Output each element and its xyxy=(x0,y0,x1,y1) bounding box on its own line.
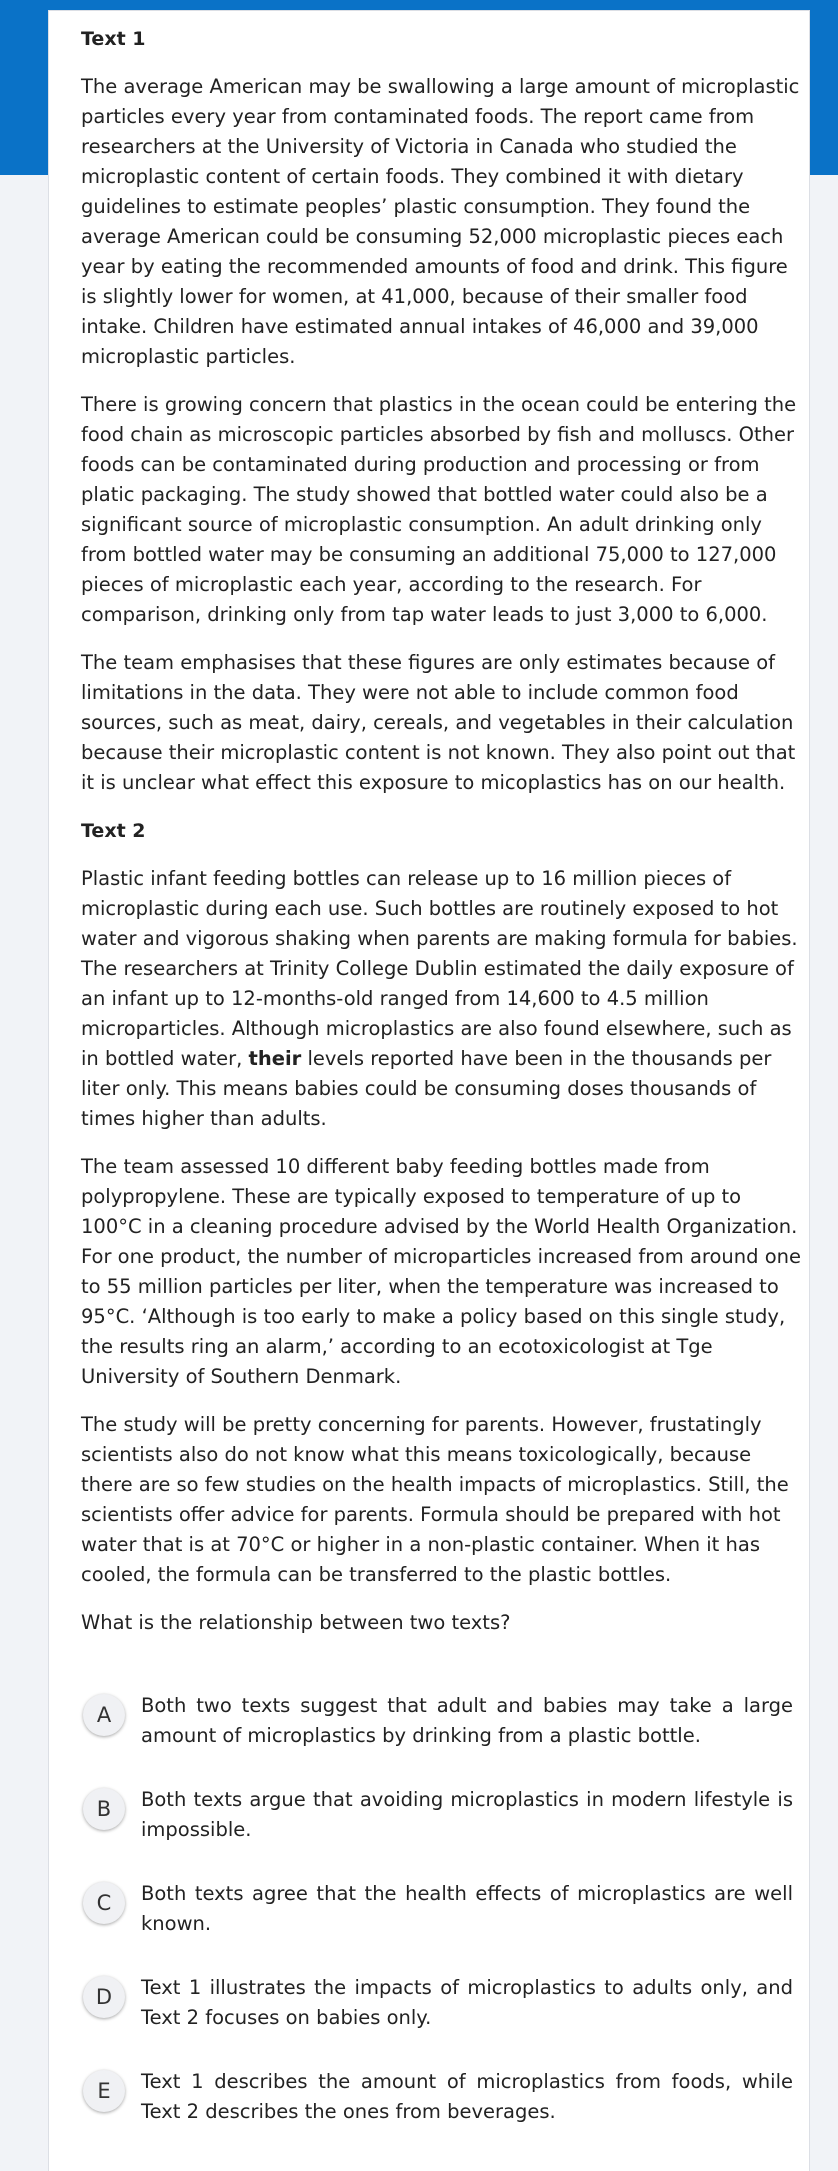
option-c-text[interactable]: Both texts agree that the health effects of microplastics are well known. xyxy=(141,1882,793,1935)
text2-p1-start: Plastic infant feeding bottles can release up to 16 million pieces of microplastic during each use. Such bottles are routinely exposed to hot water and vigorous shaking when parents are making formula for babies. The researchers at Trinity College Dublin estimated the daily exposure of an infant up to 12-months-old ranged from 14,600 to 4.5 million microparticles. Although microplastics are also found elsewhere, such as in bottled water, xyxy=(81,867,798,1070)
text1-paragraph-1: The average American may be swallowing a large amount of microplastic particles every year from contaminated foods. The report came from researchers at the University of Victoria in Canada who studied the microplastic content of certain foods. They combined it with dietary guidelines to estimate peoples’ plastic consumption. They found the average American could be consuming 52,000 microplastic pieces each year by eating the recommended amounts of food and drink. This figure is slightly lower for women, at 41,000, because of their smaller food intake. Children have estimated annual intakes of 46,000 and 39,000 microplastic particles. xyxy=(81,75,800,368)
option-c-letter[interactable]: C xyxy=(83,1882,125,1924)
text1-paragraph-2: There is growing concern that plastics in the ocean could be entering the food chain as microscopic particles absorbed by fish and molluscs. Other foods can be contaminated during production and processing or from platic packaging. The study showed that bottled water could also be a significant source of microplastic consumption. An adult drinking only from bottled water may be consuming an additional 75,000 to 127,000 pieces of microplastic each year, according to the research. For comparison, drinking only from tap water leads to just 3,000 to 6,000. xyxy=(81,393,797,626)
question-card xyxy=(48,10,810,2171)
text2-heading: Text 2 xyxy=(81,820,146,842)
option-b[interactable] xyxy=(83,1783,793,1845)
option-d[interactable] xyxy=(83,1971,793,2033)
text1-paragraph-3: The team emphasises that these figures are only estimates because of limitations in the data. They were not able to include common food sources, such as meat, dairy, cereals, and vegetables in their calculation because their microplastic content is not known. They also point out that it is unclear what effect this exposure to micoplastics has on our health. xyxy=(81,651,796,794)
option-d-text[interactable]: Text 1 illustrates the impacts of microplastics to adults only, and Text 2 focuses on babies only. xyxy=(141,1976,793,2029)
text2-p1-bold-word: their xyxy=(248,1047,302,1070)
option-a-text[interactable]: Both two texts suggest that adult and babies may take a large amount of microplastics by drinking from a plastic bottle. xyxy=(141,1694,793,1747)
text2-p1-end: levels reported have been in the thousands per liter only. This means babies could be consuming doses thousands of times higher than adults. xyxy=(81,1047,772,1130)
option-d-letter[interactable]: D xyxy=(83,1976,125,2018)
option-a[interactable] xyxy=(83,1689,793,1751)
text2-paragraph-2: The team assessed 10 different baby feeding bottles made from polypropylene. These are typically exposed to temperature of up to 100°C in a cleaning procedure advised by the World Health Organization. For one product, the number of microparticles increased from around one to 55 million particles per liter, when the temperature was increased to 95°C. ‘Although is too early to make a policy based on this single study, the results ring an alarm,’ according to an ecotoxicologist at Tge University of Southern Denmark. xyxy=(81,1155,801,1388)
question-stem: What is the relationship between two texts? xyxy=(81,1611,511,1634)
option-a-letter[interactable]: A xyxy=(83,1694,125,1736)
option-e-text[interactable]: Text 1 describes the amount of microplastics from foods, while Text 2 describes the ones from beverages. xyxy=(141,2070,793,2123)
text2-paragraph-3: The study will be pretty concerning for parents. However, frustatingly scientists also do not know what this means toxicologically, because there are so few studies on the health impacts of microplastics. Still, the scientists offer advice for parents. Formula should be prepared with hot water that is at 70°C or higher in a non-plastic container. When it has cooled, the formula can be transferred to the plastic bottles. xyxy=(81,1413,789,1586)
option-b-letter[interactable]: B xyxy=(83,1788,125,1830)
passage xyxy=(81,11,805,1638)
text2-paragraph-1 xyxy=(81,864,805,1134)
option-b-text[interactable]: Both texts argue that avoiding microplastics in modern lifestyle is impossible. xyxy=(141,1788,793,1841)
answer-options xyxy=(83,1689,793,2159)
option-e-letter[interactable]: E xyxy=(83,2070,125,2112)
text1-heading: Text 1 xyxy=(81,28,146,50)
option-e[interactable] xyxy=(83,2065,793,2127)
option-c[interactable] xyxy=(83,1877,793,1939)
